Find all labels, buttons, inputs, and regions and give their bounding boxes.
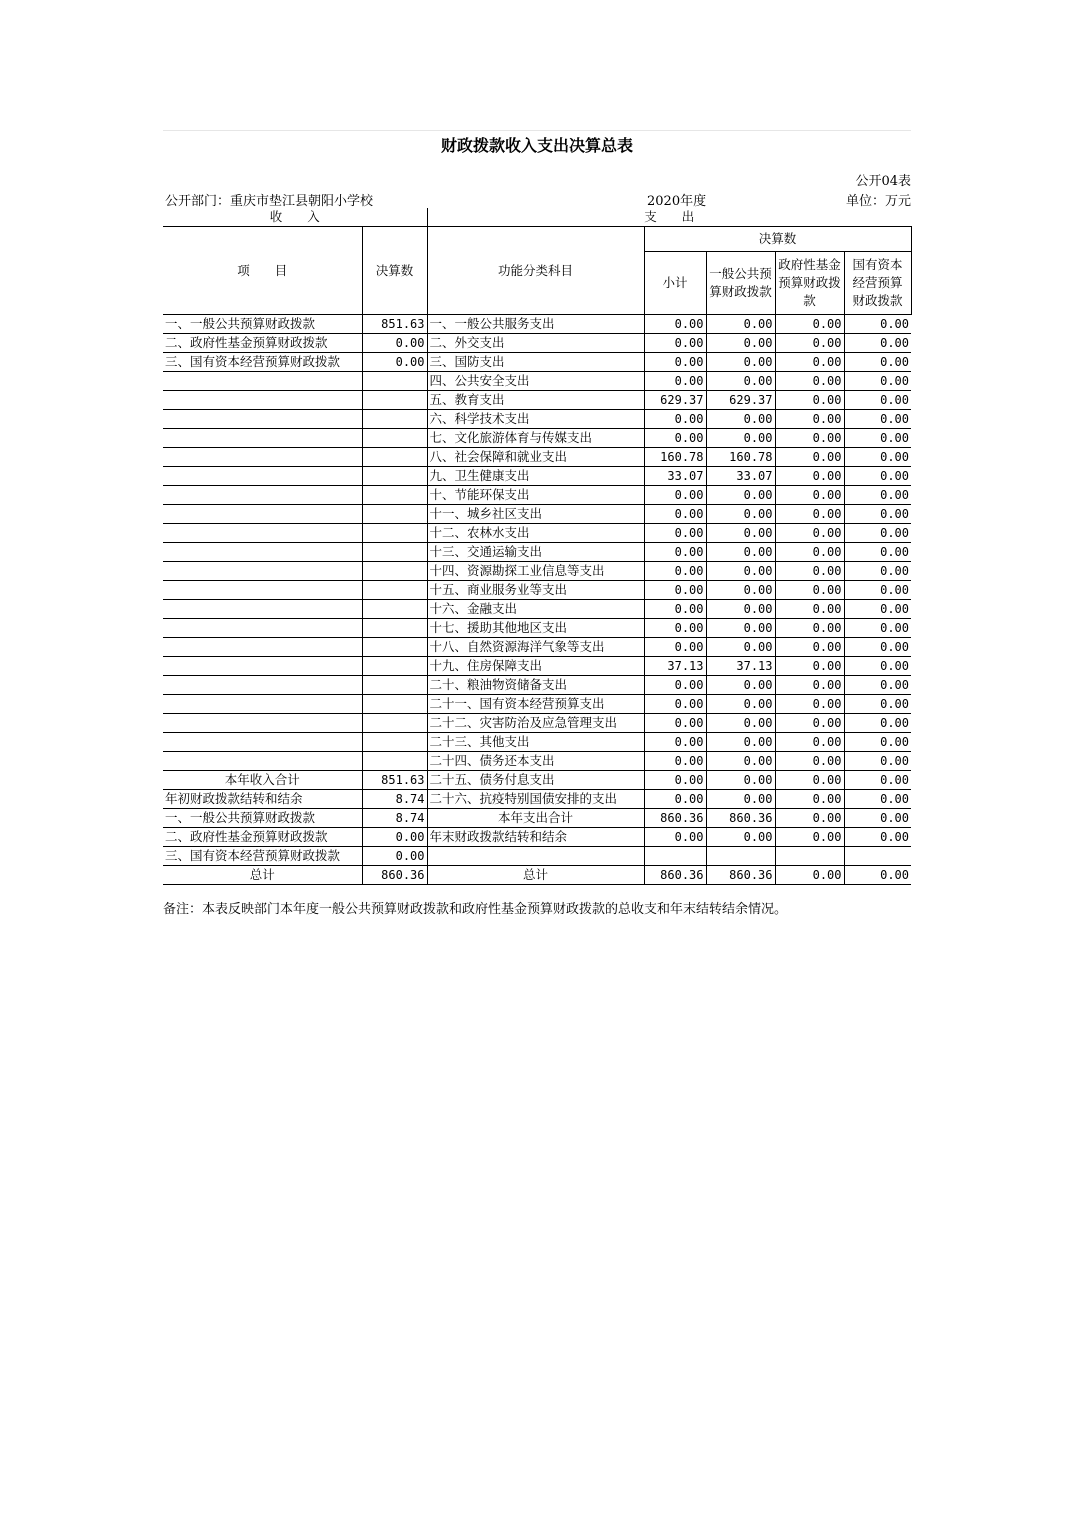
gov-fund-cell: 0.00: [775, 828, 844, 847]
subtotal-cell: 0.00: [644, 714, 706, 733]
general-budget-cell: 0.00: [706, 695, 775, 714]
general-budget-cell: 0.00: [706, 524, 775, 543]
table-row: [163, 581, 911, 600]
gov-fund-cell: 0.00: [775, 334, 844, 353]
table-row: [163, 847, 911, 866]
table-row: [163, 600, 911, 619]
subtotal-cell: 0.00: [644, 638, 706, 657]
gov-fund-cell: 0.00: [775, 790, 844, 809]
subtotal-cell: 860.36: [644, 866, 706, 885]
expense-label-cell: 二、外交支出: [427, 334, 644, 353]
income-value-cell: 0.00: [362, 353, 427, 372]
state-capital-cell: 0.00: [844, 505, 911, 524]
income-label-cell: [163, 543, 362, 562]
gov-fund-cell: 0.00: [775, 372, 844, 391]
general-budget-cell: 0.00: [706, 410, 775, 429]
table-row: [163, 771, 911, 790]
income-value-cell: [362, 752, 427, 771]
income-value-cell: [362, 429, 427, 448]
subtotal-cell: 0.00: [644, 315, 706, 334]
table-row: [163, 315, 911, 334]
subtotal-cell: [644, 847, 706, 866]
income-label-cell: [163, 714, 362, 733]
state-capital-cell: 0.00: [844, 619, 911, 638]
table-row: [163, 372, 911, 391]
income-value-cell: [362, 391, 427, 410]
table-row: [163, 638, 911, 657]
state-capital-cell: 0.00: [844, 353, 911, 372]
gov-fund-cell: 0.00: [775, 505, 844, 524]
income-label-cell: [163, 562, 362, 581]
income-value-cell: [362, 505, 427, 524]
expense-label-cell: 九、卫生健康支出: [427, 467, 644, 486]
income-label-cell: [163, 657, 362, 676]
gov-fund-cell: 0.00: [775, 714, 844, 733]
gov-fund-cell: 0.00: [775, 695, 844, 714]
gov-fund-cell: 0.00: [775, 448, 844, 467]
gov-fund-cell: 0.00: [775, 809, 844, 828]
income-value-cell: [362, 714, 427, 733]
gov-fund-cell: 0.00: [775, 429, 844, 448]
expense-label-cell: 七、文化旅游体育与传媒支出: [427, 429, 644, 448]
state-capital-cell: 0.00: [844, 391, 911, 410]
top-rule: [163, 130, 911, 131]
income-value-cell: [362, 486, 427, 505]
gov-fund-cell: 0.00: [775, 562, 844, 581]
table-row: [163, 657, 911, 676]
state-capital-cell: 0.00: [844, 524, 911, 543]
gov-fund-cell: 0.00: [775, 543, 844, 562]
subtotal-cell: 0.00: [644, 790, 706, 809]
income-value-cell: [362, 733, 427, 752]
table-row: [163, 714, 911, 733]
income-label-cell: 本年收入合计: [163, 771, 362, 790]
income-value-cell: 860.36: [362, 866, 427, 885]
general-budget-cell: 629.37: [706, 391, 775, 410]
general-budget-cell: 0.00: [706, 429, 775, 448]
subtotal-cell: 0.00: [644, 600, 706, 619]
gov-fund-cell: 0.00: [775, 619, 844, 638]
footer-note: 备注：本表反映部门本年度一般公共预算财政拨款和政府性基金预算财政拨款的总收支和年末结转结余情况。: [163, 902, 788, 917]
state-capital-cell: 0.00: [844, 562, 911, 581]
table-row: [163, 790, 911, 809]
income-value-cell: [362, 676, 427, 695]
expense-label-cell: 十四、资源勘探工业信息等支出: [427, 562, 644, 581]
general-budget-cell: 0.00: [706, 790, 775, 809]
subtotal-cell: 0.00: [644, 372, 706, 391]
general-budget-cell: 0.00: [706, 771, 775, 790]
income-label-cell: 三、国有资本经营预算财政拨款: [163, 353, 362, 372]
expense-label-cell: 二十五、债务付息支出: [427, 771, 644, 790]
expense-label-cell: 十三、交通运输支出: [427, 543, 644, 562]
gov-fund-cell: 0.00: [775, 600, 844, 619]
income-label-cell: [163, 505, 362, 524]
income-value-cell: [362, 524, 427, 543]
subtotal-cell: 0.00: [644, 676, 706, 695]
table-row: [163, 676, 911, 695]
subtotal-cell: 0.00: [644, 619, 706, 638]
general-budget-cell: 0.00: [706, 562, 775, 581]
gov-fund-header: 政府性基金预算财政拨款: [775, 252, 844, 315]
state-capital-cell: [844, 847, 911, 866]
subtotal-cell: 629.37: [644, 391, 706, 410]
gov-fund-cell: 0.00: [775, 752, 844, 771]
general-budget-cell: 33.07: [706, 467, 775, 486]
state-capital-cell: 0.00: [844, 315, 911, 334]
expense-label-cell: 十二、农林水支出: [427, 524, 644, 543]
income-value-cell: 8.74: [362, 790, 427, 809]
table-row: [163, 619, 911, 638]
amount-header: 决算数: [362, 227, 427, 315]
state-capital-cell: 0.00: [844, 771, 911, 790]
income-value-cell: 8.74: [362, 809, 427, 828]
income-label-cell: [163, 638, 362, 657]
subtotal-cell: 37.13: [644, 657, 706, 676]
state-capital-cell: 0.00: [844, 429, 911, 448]
expense-label-cell: 三、国防支出: [427, 353, 644, 372]
income-value-cell: [362, 562, 427, 581]
income-label-cell: [163, 695, 362, 714]
state-capital-cell: 0.00: [844, 543, 911, 562]
function-header: 功能分类科目: [427, 227, 644, 315]
table-row: [163, 828, 911, 847]
table-row: [163, 809, 911, 828]
state-capital-cell: 0.00: [844, 714, 911, 733]
page-title: 财政拨款收入支出决算总表: [440, 136, 633, 155]
income-value-cell: 851.63: [362, 315, 427, 334]
income-label-cell: [163, 429, 362, 448]
table-row: [163, 524, 911, 543]
expense-label-cell: 十九、住房保障支出: [427, 657, 644, 676]
gov-fund-cell: 0.00: [775, 391, 844, 410]
income-label-cell: 一、一般公共预算财政拨款: [163, 809, 362, 828]
table-row: [163, 467, 911, 486]
subtotal-cell: 0.00: [644, 524, 706, 543]
income-label-cell: 总计: [163, 866, 362, 885]
fiscal-year: 2020年度: [647, 194, 707, 209]
state-capital-cell: 0.00: [844, 600, 911, 619]
subtotal-cell: 0.00: [644, 771, 706, 790]
income-value-cell: [362, 543, 427, 562]
table-row: [163, 486, 911, 505]
table-row: [163, 562, 911, 581]
income-label-cell: 一、一般公共预算财政拨款: [163, 315, 362, 334]
expense-label-cell: 十一、城乡社区支出: [427, 505, 644, 524]
income-label-cell: 二、政府性基金预算财政拨款: [163, 334, 362, 353]
state-capital-cell: 0.00: [844, 334, 911, 353]
department-label: 公开部门：重庆市垫江县朝阳小学校: [165, 194, 374, 209]
state-capital-cell: 0.00: [844, 467, 911, 486]
subtotal-cell: 33.07: [644, 467, 706, 486]
general-budget-cell: 0.00: [706, 505, 775, 524]
unit-label: 单位：万元: [845, 194, 911, 209]
general-budget-cell: 0.00: [706, 486, 775, 505]
income-label-cell: [163, 676, 362, 695]
gov-fund-cell: 0.00: [775, 315, 844, 334]
table-row: [163, 752, 911, 771]
expense-label-cell: 十六、金融支出: [427, 600, 644, 619]
subtotal-cell: 0.00: [644, 543, 706, 562]
income-label-cell: [163, 524, 362, 543]
state-capital-cell: 0.00: [844, 676, 911, 695]
subtotal-cell: 0.00: [644, 410, 706, 429]
income-label-cell: [163, 581, 362, 600]
gov-fund-cell: 0.00: [775, 657, 844, 676]
subtotal-cell: 0.00: [644, 486, 706, 505]
income-value-cell: 0.00: [362, 334, 427, 353]
income-value-cell: [362, 448, 427, 467]
gov-fund-cell: 0.00: [775, 733, 844, 752]
subtotal-cell: 0.00: [644, 733, 706, 752]
state-capital-header: 国有资本经营预算财政拨款: [844, 252, 911, 315]
income-label-cell: [163, 752, 362, 771]
general-budget-cell: 0.00: [706, 581, 775, 600]
subtotal-cell: 860.36: [644, 809, 706, 828]
general-budget-cell: 0.00: [706, 334, 775, 353]
general-budget-cell: 0.00: [706, 619, 775, 638]
general-budget-cell: 0.00: [706, 733, 775, 752]
income-value-cell: [362, 581, 427, 600]
income-value-cell: [362, 372, 427, 391]
income-value-cell: [362, 467, 427, 486]
state-capital-cell: 0.00: [844, 581, 911, 600]
general-budget-cell: 160.78: [706, 448, 775, 467]
table-row: [163, 429, 911, 448]
general-budget-cell: 0.00: [706, 600, 775, 619]
expense-label-cell: 本年支出合计: [427, 809, 644, 828]
general-budget-cell: 0.00: [706, 353, 775, 372]
state-capital-cell: 0.00: [844, 828, 911, 847]
expense-label-cell: 一、一般公共服务支出: [427, 315, 644, 334]
table-row: [163, 334, 911, 353]
expense-label-cell: 二十二、灾害防治及应急管理支出: [427, 714, 644, 733]
expense-label-cell: 十八、自然资源海洋气象等支出: [427, 638, 644, 657]
income-label-cell: [163, 486, 362, 505]
income-label-cell: 三、国有资本经营预算财政拨款: [163, 847, 362, 866]
table-row: [163, 391, 911, 410]
gov-fund-cell: 0.00: [775, 524, 844, 543]
budget-table: [163, 208, 912, 885]
state-capital-cell: 0.00: [844, 733, 911, 752]
table-row: [163, 410, 911, 429]
general-budget-cell: 0.00: [706, 714, 775, 733]
expense-label-cell: 二十一、国有资本经营预算支出: [427, 695, 644, 714]
gov-fund-cell: 0.00: [775, 638, 844, 657]
expense-label-cell: 五、教育支出: [427, 391, 644, 410]
subtotal-cell: 0.00: [644, 334, 706, 353]
income-label-cell: [163, 619, 362, 638]
general-budget-cell: 0.00: [706, 315, 775, 334]
table-row: [163, 448, 911, 467]
subtotal-cell: 0.00: [644, 505, 706, 524]
subtotal-cell: 0.00: [644, 752, 706, 771]
gov-fund-cell: 0.00: [775, 581, 844, 600]
income-label-cell: [163, 410, 362, 429]
gov-fund-cell: 0.00: [775, 676, 844, 695]
income-value-cell: 0.00: [362, 847, 427, 866]
income-label-cell: 年初财政拨款结转和结余: [163, 790, 362, 809]
table-row: [163, 353, 911, 372]
subtotal-cell: 0.00: [644, 581, 706, 600]
state-capital-cell: 0.00: [844, 638, 911, 657]
income-value-cell: [362, 600, 427, 619]
gov-fund-cell: 0.00: [775, 467, 844, 486]
general-budget-cell: 37.13: [706, 657, 775, 676]
item-header: 项 目: [163, 227, 362, 315]
subtotal-cell: 160.78: [644, 448, 706, 467]
income-label-cell: [163, 391, 362, 410]
income-label-cell: [163, 467, 362, 486]
gov-fund-cell: 0.00: [775, 866, 844, 885]
state-capital-cell: 0.00: [844, 809, 911, 828]
expense-label-cell: 六、科学技术支出: [427, 410, 644, 429]
table-row: [163, 505, 911, 524]
income-value-cell: [362, 619, 427, 638]
subtotal-cell: 0.00: [644, 695, 706, 714]
table-row: [163, 866, 911, 885]
expense-label-cell: 总计: [427, 866, 644, 885]
income-label-cell: 二、政府性基金预算财政拨款: [163, 828, 362, 847]
expense-label-cell: 二十、粮油物资储备支出: [427, 676, 644, 695]
state-capital-cell: 0.00: [844, 372, 911, 391]
expense-label-cell: 十五、商业服务业等支出: [427, 581, 644, 600]
income-value-cell: [362, 657, 427, 676]
subtotal-cell: 0.00: [644, 562, 706, 581]
income-value-cell: [362, 638, 427, 657]
income-label-cell: [163, 600, 362, 619]
final-amount-header: 决算数: [644, 227, 911, 252]
income-label-cell: [163, 372, 362, 391]
general-budget-cell: 860.36: [706, 866, 775, 885]
general-budget-cell: 0.00: [706, 372, 775, 391]
general-budget-cell: [706, 847, 775, 866]
general-budget-cell: 860.36: [706, 809, 775, 828]
gov-fund-cell: 0.00: [775, 410, 844, 429]
state-capital-cell: 0.00: [844, 657, 911, 676]
expense-label-cell: 八、社会保障和就业支出: [427, 448, 644, 467]
table-row: [163, 695, 911, 714]
income-label-cell: [163, 733, 362, 752]
income-value-cell: [362, 695, 427, 714]
expense-label-cell: 十、节能环保支出: [427, 486, 644, 505]
subtotal-cell: 0.00: [644, 828, 706, 847]
general-budget-header: 一般公共预算财政拨款: [706, 252, 775, 315]
general-budget-cell: 0.00: [706, 543, 775, 562]
expense-label-cell: 年末财政拨款结转和结余: [427, 828, 644, 847]
state-capital-cell: 0.00: [844, 752, 911, 771]
expense-label-cell: [427, 847, 644, 866]
expense-label-cell: 二十六、抗疫特别国债安排的支出: [427, 790, 644, 809]
general-budget-cell: 0.00: [706, 752, 775, 771]
expense-label-cell: 二十三、其他支出: [427, 733, 644, 752]
general-budget-cell: 0.00: [706, 638, 775, 657]
gov-fund-cell: 0.00: [775, 771, 844, 790]
income-value-cell: [362, 410, 427, 429]
general-budget-cell: 0.00: [706, 676, 775, 695]
state-capital-cell: 0.00: [844, 410, 911, 429]
subtotal-cell: 0.00: [644, 429, 706, 448]
gov-fund-cell: 0.00: [775, 353, 844, 372]
form-code: 公开04表: [855, 174, 911, 189]
state-capital-cell: 0.00: [844, 695, 911, 714]
income-header: 收 入: [163, 208, 427, 227]
table-body: [163, 315, 911, 885]
income-value-cell: 851.63: [362, 771, 427, 790]
subtotal-cell: 0.00: [644, 353, 706, 372]
income-value-cell: 0.00: [362, 828, 427, 847]
state-capital-cell: 0.00: [844, 448, 911, 467]
general-budget-cell: 0.00: [706, 828, 775, 847]
expense-label-cell: 二十四、债务还本支出: [427, 752, 644, 771]
gov-fund-cell: [775, 847, 844, 866]
gov-fund-cell: 0.00: [775, 486, 844, 505]
state-capital-cell: 0.00: [844, 866, 911, 885]
state-capital-cell: 0.00: [844, 486, 911, 505]
expense-header: 支 出: [427, 208, 911, 227]
table-row: [163, 543, 911, 562]
state-capital-cell: 0.00: [844, 790, 911, 809]
income-label-cell: [163, 448, 362, 467]
table-row: [163, 733, 911, 752]
expense-label-cell: 十七、援助其他地区支出: [427, 619, 644, 638]
expense-label-cell: 四、公共安全支出: [427, 372, 644, 391]
subtotal-header: 小计: [644, 252, 706, 315]
